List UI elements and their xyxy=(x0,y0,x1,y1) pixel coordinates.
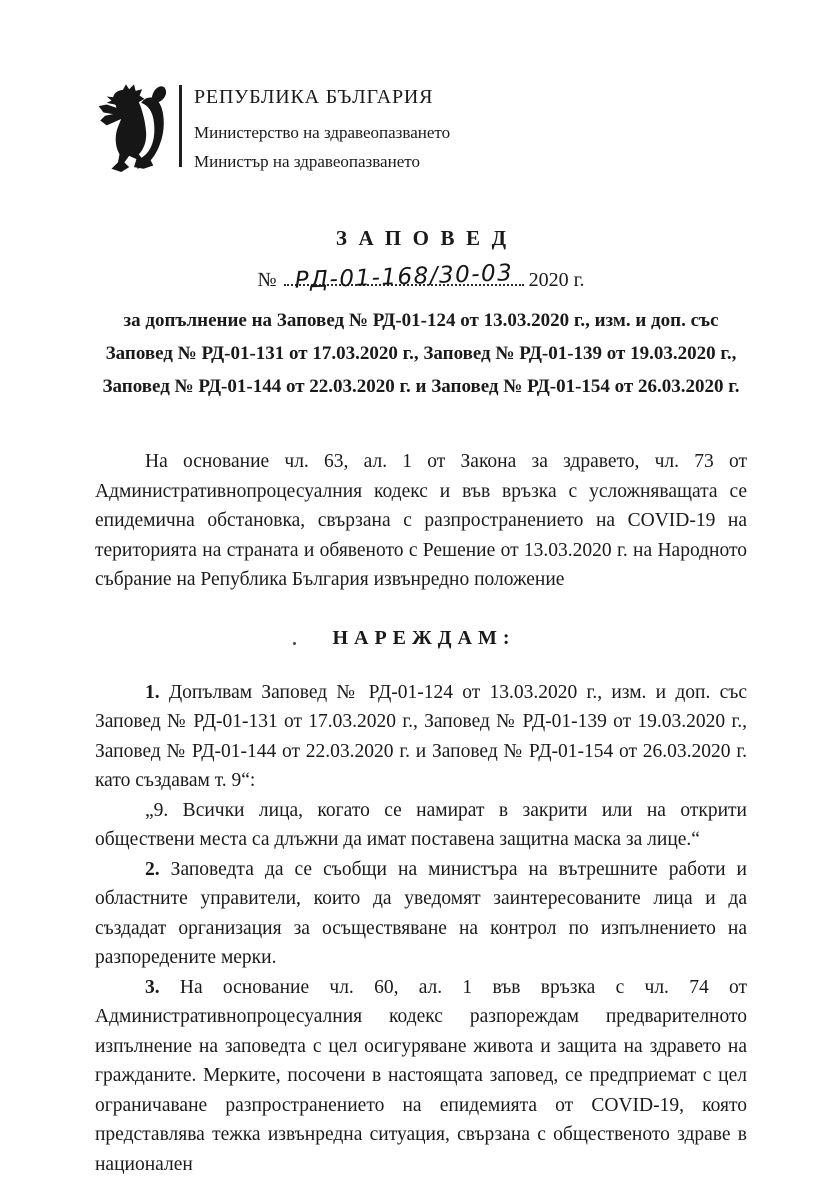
item-text: „9. Всички лица, когато се намират в закрити или на открити обществени места са длъжни да имат поставена защитна маска за лице.“ xyxy=(95,799,747,850)
ministry-name: Министерство на здравеопазването xyxy=(194,123,451,142)
decree-item-quote xyxy=(95,796,747,855)
bulgaria-lion-emblem-icon xyxy=(95,82,173,180)
order-number-line xyxy=(95,256,747,292)
item-number: 2. xyxy=(145,858,160,880)
order-number-dotted-line xyxy=(284,256,524,294)
preamble-paragraph: На основание чл. 63, ал. 1 от Закона за здравето, чл. 73 от Административнопроцесуалния кодекс и във връзка с усложняващата се епидемична обстановка, свързана с разпространението на COVID-19 на територията на страната и обявеното с Решение от 13.03.2020 г. на Народното събрание на Република България извънредно положение xyxy=(95,451,747,590)
item-text: Заповедта да се съобщи на министъра на вътрешните работи и областните управители, които да уведомят заинтересованите лица и да създадат организация за осъществяване на контрол по изпълнението на разпоредените мерки. xyxy=(95,858,747,968)
decree-heading xyxy=(95,627,747,650)
republic-name: РЕПУБЛИКА БЪЛГАРИЯ xyxy=(194,86,434,108)
order-number-handwritten: РД-01-168/30-03 xyxy=(293,260,514,294)
decree-items xyxy=(95,678,747,1180)
decree-heading-text: НАРЕЖДАМ: xyxy=(332,626,516,649)
decree-item-3 xyxy=(95,973,747,1180)
letterhead-text xyxy=(194,82,450,172)
decree-item-2 xyxy=(95,855,747,973)
item-text: Допълвам Заповед № РД-01-124 от 13.03.2020 г., изм. и доп. със Заповед № РД-01-131 от 17.03.2020 г., Заповед № РД-01-139 от 19.03.2020 г., Заповед № РД-01-144 от 22.03.2020 г. и Заповед № РД-01-154 от 26.03.2020 г. като създавам т. 9“: xyxy=(95,681,747,791)
order-subject: за допълнение на Заповед № РД-01-124 от 13.03.2020 г., изм. и доп. със Заповед № РД-01-131 от 17.03.2020 г., Заповед № РД-01-139 от 19.03.2020 г., Заповед № РД-01-144 от 22.03.2020 г. и Заповед № РД-01-154 от 26.03.2020 г. xyxy=(102,310,740,397)
order-title: ЗАПОВЕД xyxy=(335,226,518,250)
letterhead-divider xyxy=(179,85,182,167)
order-number-year: 2020 г. xyxy=(528,269,585,291)
letterhead xyxy=(95,82,747,180)
item-text: На основание чл. 60, ал. 1 във връзка с чл. 74 от Административнопроцесуалния кодекс разпореждам предварителното изпълнение на заповедта с цел осигуряване живота и защита на здравето на гражданите. Мерките, посочени в настоящата заповед, се предприемат с цел ограничаване разпространението на епидемията от COVID-19, която представлява тежка извънредна ситуация, свързана с общественото здраве в национален xyxy=(95,976,747,1175)
scan-stray-mark xyxy=(293,642,296,645)
item-number: 3. xyxy=(145,976,160,998)
order-number-prefix: № xyxy=(257,269,277,291)
item-number: 1. xyxy=(145,681,160,703)
document-content xyxy=(95,82,747,1179)
minister-title: Министър на здравеопазването xyxy=(194,152,420,171)
decree-item-1 xyxy=(95,678,747,796)
